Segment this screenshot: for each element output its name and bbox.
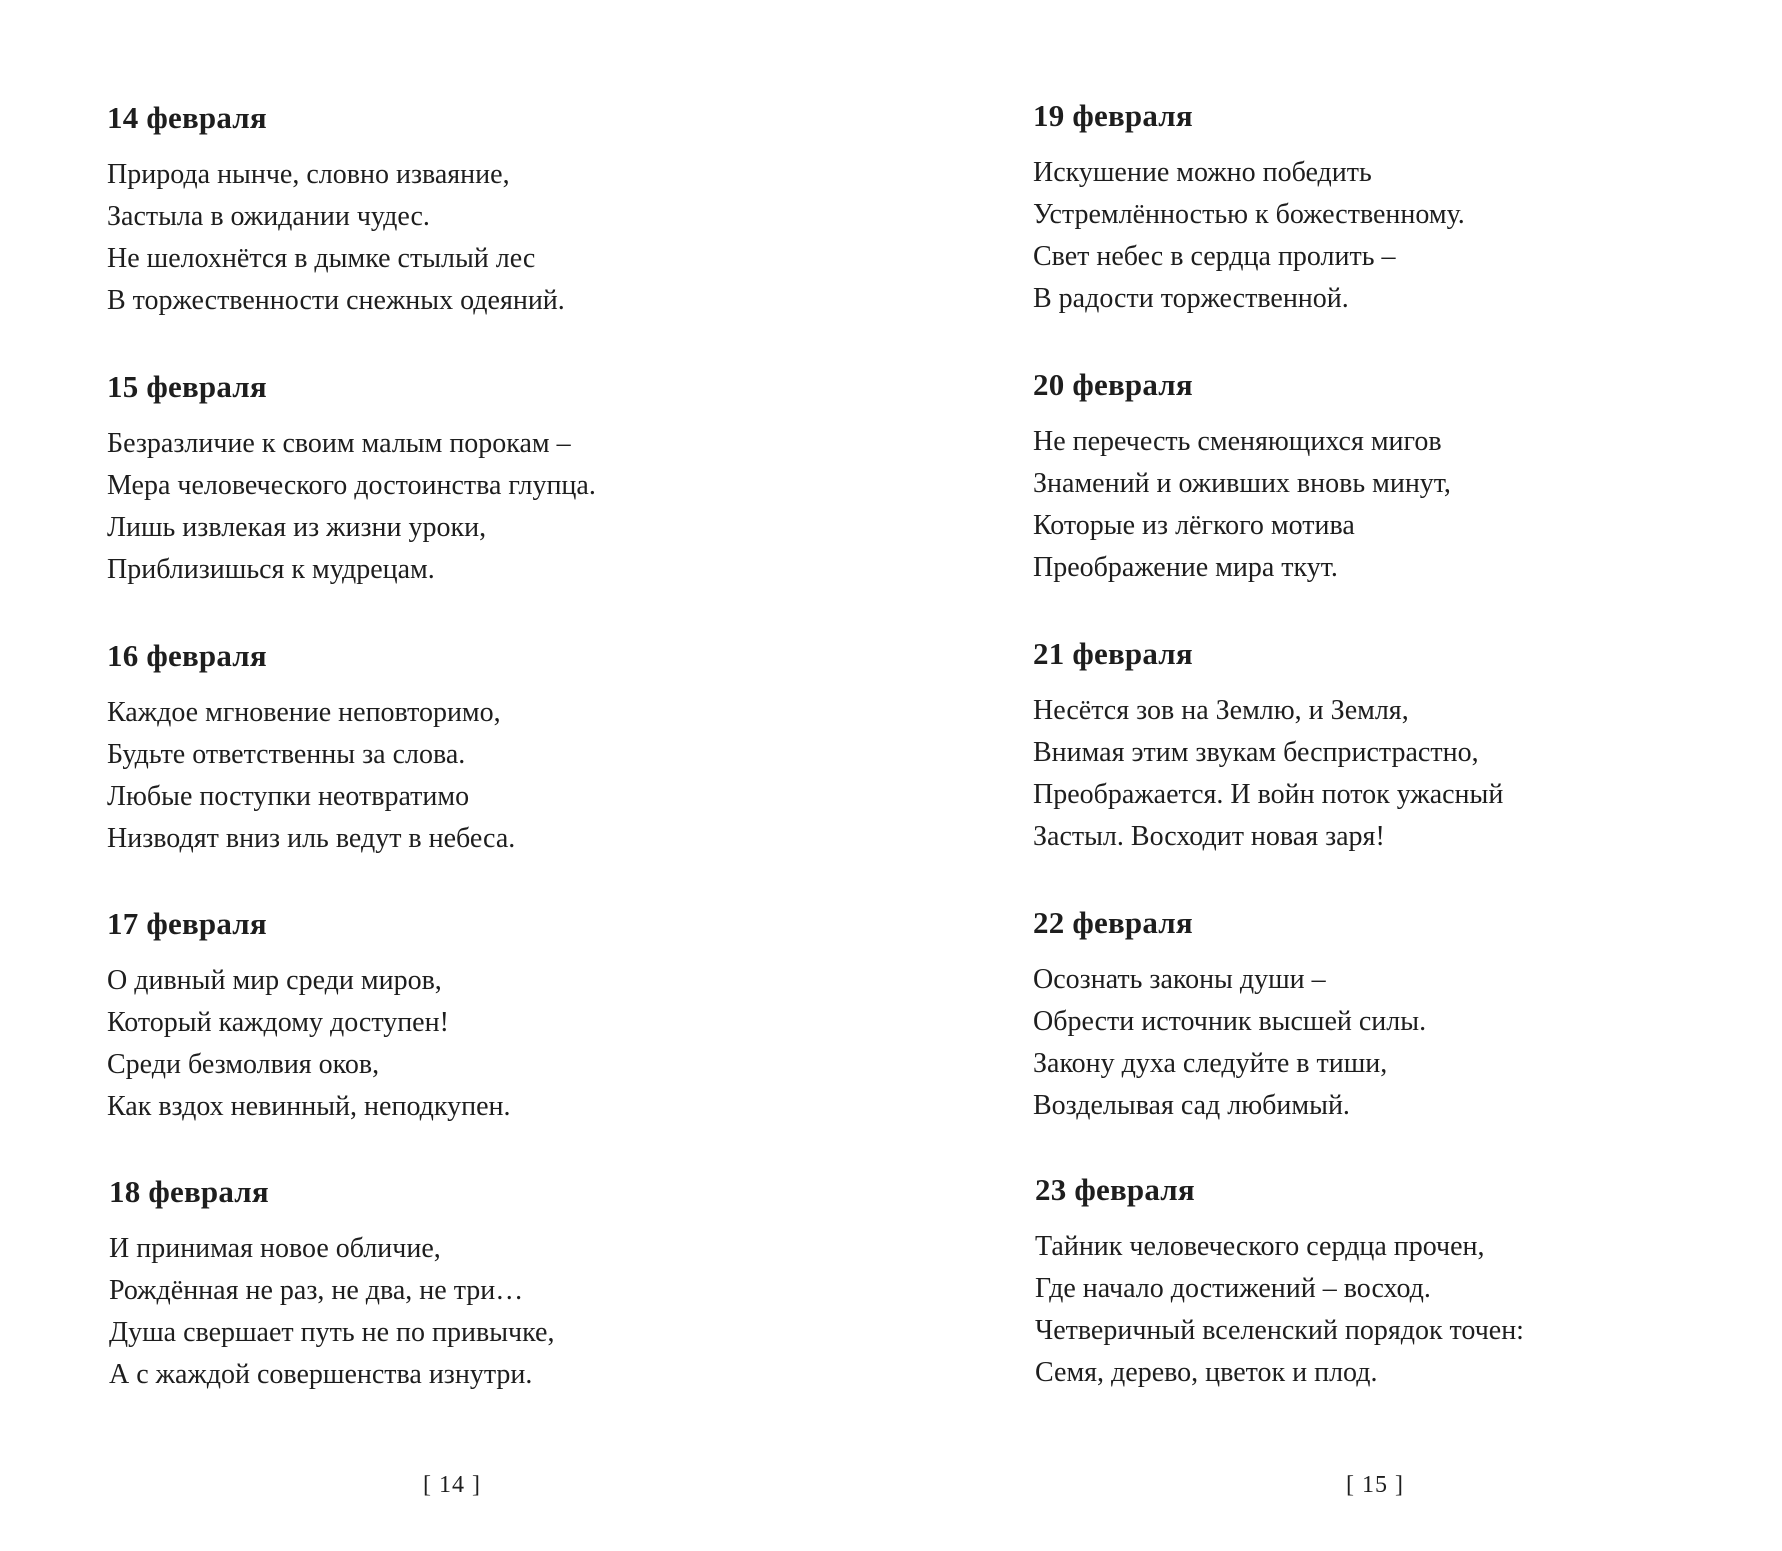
entry-feb-18 — [109, 1174, 809, 1396]
verse-line: Приблизишься к мудрецам. — [107, 554, 435, 585]
verse-line: Обрести источник высшей силы. — [1033, 1006, 1427, 1037]
verse-line: Безразличие к своим малым порокам – — [107, 428, 571, 459]
verse — [1035, 1226, 1735, 1394]
entry-date: 14 февраля — [107, 100, 267, 135]
verse — [107, 423, 807, 591]
entry-date: 17 февраля — [107, 906, 267, 941]
verse-line: Как вздох невинный, неподкупен. — [107, 1091, 511, 1122]
page-number: [ 14 ] — [423, 1472, 481, 1498]
verse-line: Тайник человеческого сердца прочен, — [1035, 1231, 1485, 1262]
verse-line: Каждое мгновение неповторимо, — [107, 697, 501, 728]
verse — [1033, 152, 1733, 320]
verse-line: Преображается. И войн поток ужасный — [1033, 779, 1504, 810]
verse-line: Где начало достижений – восход. — [1035, 1273, 1431, 1304]
verse-line: Не шелохнётся в дымке стылый лес — [107, 243, 536, 274]
verse-line: Который каждому доступен! — [107, 1007, 449, 1038]
verse-line: Устремлённостью к божественному. — [1033, 199, 1465, 230]
entry-feb-19 — [1033, 98, 1733, 320]
verse — [107, 960, 807, 1128]
entry-feb-20 — [1033, 367, 1733, 589]
verse-line: Закону духа следуйте в тиши, — [1033, 1048, 1388, 1079]
right-page — [891, 0, 1782, 1551]
entry-feb-16 — [107, 638, 807, 860]
verse-line: Рождённая не раз, не два, не три… — [109, 1275, 524, 1306]
verse — [1033, 959, 1733, 1127]
verse — [107, 692, 807, 860]
entry-feb-23 — [1035, 1172, 1735, 1394]
verse-line: Застыл. Восходит новая заря! — [1033, 821, 1385, 852]
entry-date: 22 февраля — [1033, 905, 1193, 940]
entry-feb-17 — [107, 906, 807, 1128]
verse-line: И принимая новое обличие, — [109, 1233, 441, 1264]
verse-line: Свет небес в сердца пролить – — [1033, 241, 1396, 272]
verse-line: Застыла в ожидании чудес. — [107, 201, 430, 232]
entry-date: 23 февраля — [1035, 1172, 1195, 1207]
page-number: [ 15 ] — [1346, 1472, 1404, 1498]
verse-line: Семя, дерево, цветок и плод. — [1035, 1357, 1378, 1388]
verse-line: В торжественности снежных одеяний. — [107, 285, 565, 316]
entry-date: 15 февраля — [107, 369, 267, 404]
entry-date: 19 февраля — [1033, 98, 1193, 133]
verse-line: Природа нынче, словно изваяние, — [107, 159, 510, 190]
verse-line: Знамений и оживших вновь минут, — [1033, 468, 1451, 499]
verse-line: Четверичный вселенский порядок точен: — [1035, 1315, 1524, 1346]
entry-feb-15 — [107, 369, 807, 591]
verse-line: Которые из лёгкого мотива — [1033, 510, 1355, 541]
entry-date: 21 февраля — [1033, 636, 1193, 671]
verse — [107, 154, 807, 322]
verse-line: Несётся зов на Землю, и Земля, — [1033, 695, 1409, 726]
verse-line: А с жаждой совершенства изнутри. — [109, 1359, 533, 1390]
verse-line: Возделывая сад любимый. — [1033, 1090, 1350, 1121]
entry-feb-22 — [1033, 905, 1733, 1127]
verse-line: Будьте ответственны за слова. — [107, 739, 466, 770]
verse-line: Не перечесть сменяющихся мигов — [1033, 426, 1442, 457]
entry-date: 20 февраля — [1033, 367, 1193, 402]
verse-line: Мера человеческого достоинства глупца. — [107, 470, 596, 501]
entry-feb-21 — [1033, 636, 1733, 858]
verse-line: В радости торжественной. — [1033, 283, 1349, 314]
entry-date: 18 февраля — [109, 1174, 269, 1209]
verse — [1033, 421, 1733, 589]
verse — [109, 1228, 809, 1396]
verse-line: Среди безмолвия оков, — [107, 1049, 380, 1080]
verse-line: Искушение можно победить — [1033, 157, 1372, 188]
verse-line: О дивный мир среди миров, — [107, 965, 442, 996]
entry-date: 16 февраля — [107, 638, 267, 673]
verse — [1033, 690, 1733, 858]
verse-line: Любые поступки неотвратимо — [107, 781, 470, 812]
verse-line: Низводят вниз иль ведут в небеса. — [107, 823, 516, 854]
verse-line: Преображение мира ткут. — [1033, 552, 1338, 583]
verse-line: Душа свершает путь не по привычке, — [109, 1317, 555, 1348]
verse-line: Внимая этим звукам беспристрастно, — [1033, 737, 1479, 768]
entry-feb-14 — [107, 100, 807, 322]
verse-line: Лишь извлекая из жизни уроки, — [107, 512, 487, 543]
verse-line: Осознать законы души – — [1033, 964, 1326, 995]
